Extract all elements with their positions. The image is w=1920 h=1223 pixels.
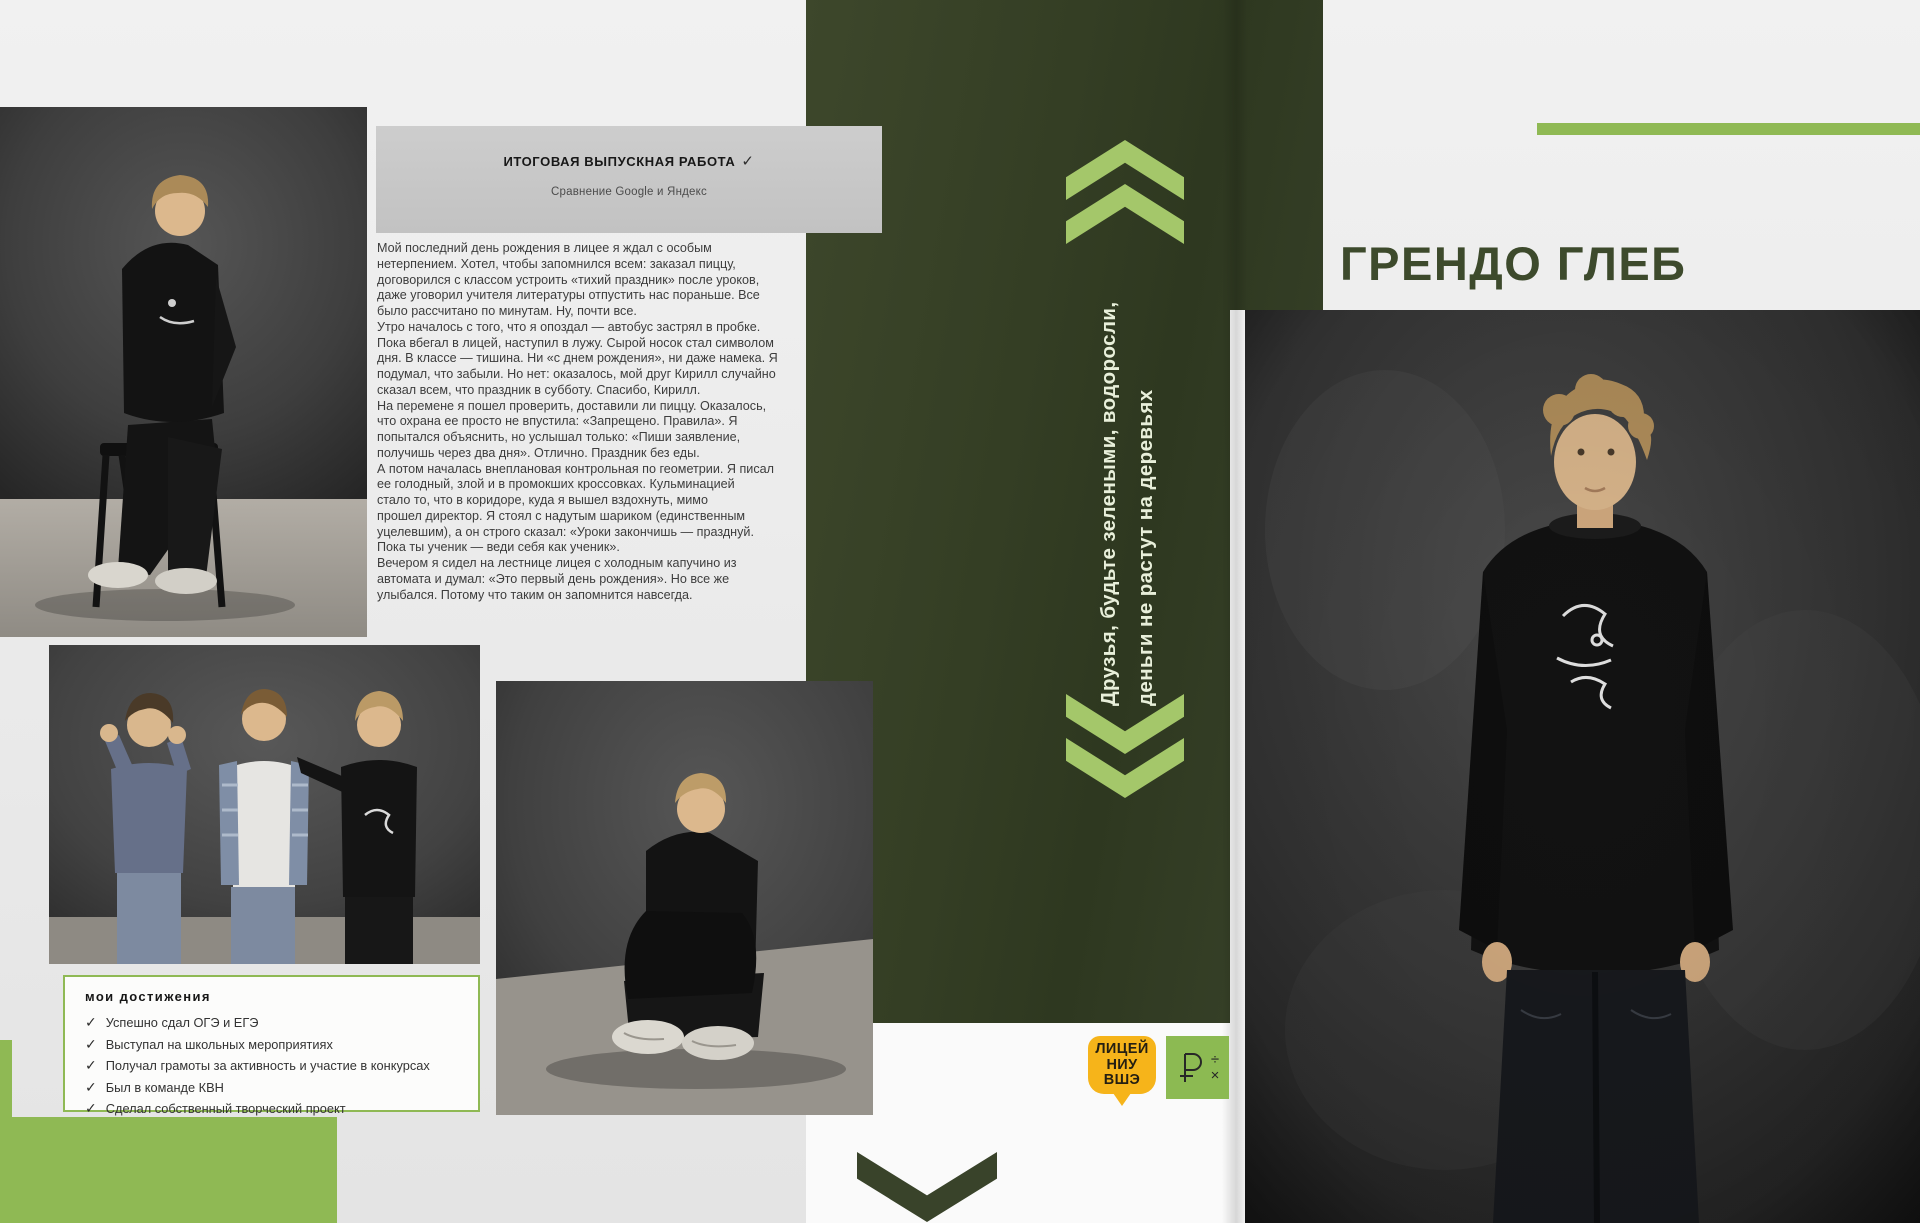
final-project-box <box>376 126 882 233</box>
final-project-title-text: ИТОГОВАЯ ВЫПУСКНАЯ РАБОТА <box>503 154 736 169</box>
story-line: ее голодный, злой и в промокших кроссовках. Кульминацией <box>377 477 735 492</box>
photo-sitting-floor <box>496 681 873 1115</box>
achievements-box <box>63 975 480 1116</box>
divide-icon: ÷ <box>1210 1050 1220 1068</box>
check-icon: ✓ <box>85 1078 97 1095</box>
story-line: улыбался. Потому что таким он запомнится навсегда. <box>377 587 693 602</box>
achievement-item <box>85 1014 478 1031</box>
story-line: автомата и думал: «Это первый день рождения». Но все же <box>377 571 730 586</box>
final-project-title <box>376 152 882 170</box>
story-line: Пока ты ученик — веди себя как ученик». <box>377 540 620 555</box>
story-line: Утро началось с того, что я опоздал — автобус застрял в пробке. <box>377 319 761 334</box>
achievement-item <box>85 1057 478 1074</box>
check-icon: ✓ <box>85 1035 97 1052</box>
spine-quote-line: Друзья, будьте зелеными, водоросли, <box>1097 301 1120 706</box>
achievements-title: мои достижения <box>85 989 211 1004</box>
multiply-icon: × <box>1210 1066 1220 1084</box>
story-line: сказал всем, что праздник в субботу. Спасибо, Кирилл. <box>377 382 701 397</box>
story-line: дня. В классе — тишина. Ни «с днем рождения», ни даже намека. Я <box>377 351 778 366</box>
lyceum-logo-text: ЛИЦЕЙ <box>1095 1041 1149 1057</box>
story-line: Вечером я сидел на лестнице лицея с холодным капучино из <box>377 556 737 570</box>
photo-group <box>49 645 480 964</box>
story-line: А потом началась внеплановая контрольная по геометрии. Я писал <box>377 461 774 476</box>
accent-strip <box>0 1040 12 1117</box>
story-line: нетерпением. Хотел, чтобы запомнился всем: заказал пиццу, <box>377 256 736 271</box>
student-name-title: ГРЕНДО ГЛЕБ <box>1340 237 1687 290</box>
photo-main-portrait <box>1245 310 1920 1223</box>
check-icon: ✓ <box>85 1014 97 1030</box>
ruble-icon <box>1176 1051 1204 1085</box>
achievement-text: Выступал на школьных мероприятиях <box>105 1036 333 1052</box>
lyceum-logo-text: НИУ <box>1106 1056 1138 1073</box>
achievement-text: Успешно сдал ОГЭ и ЕГЭ <box>105 1015 259 1030</box>
story-line: подумал, что забыли. Но нет: оказалось, мой друг Кирилл случайно <box>377 367 776 381</box>
check-icon: ✓ <box>85 1100 97 1116</box>
story-line: было рассчитано по минутам. Ну, почти все. <box>377 304 637 318</box>
story-line: даже уговорил учителя литературы отпустить нас пораньше. Все <box>377 288 760 303</box>
accent-block <box>0 1117 337 1223</box>
story-line: попытался объяснить, но услышал только: «Пиши заявление, <box>377 430 741 444</box>
achievement-item <box>85 1100 478 1117</box>
achievement-text: Получал грамоты за активность и участие в конкурсах <box>105 1058 430 1073</box>
lyceum-logo-text: ВШЭ <box>1103 1072 1141 1088</box>
story-line: Мой последний день рождения в лицее я ждал с особым <box>377 241 712 255</box>
lyceum-logo-tail <box>1113 1093 1131 1106</box>
achievement-text: Был в команде КВН <box>105 1079 224 1095</box>
lyceum-logo <box>1088 1036 1156 1094</box>
story-line: уцелевшим), а он строго сказал: «Уроки закончишь — празднуй. <box>377 524 754 539</box>
math-logo <box>1166 1036 1229 1099</box>
story-line: стало то, что в коридоре, куда я вышел вздохнуть, мимо <box>377 493 708 507</box>
story-line: что охрана ее просто не впустила: «Запрещено. Правила». Я <box>377 414 738 429</box>
check-icon: ✓ <box>85 1057 97 1073</box>
spine-quote <box>1090 226 1164 706</box>
achievement-text: Сделал собственный творческий проект <box>105 1101 346 1116</box>
story-line: Пока вбегал в лицей, наступил в лужу. Сырой носок стал символом <box>377 335 774 350</box>
story-line: договорился с классом устроить «тихий праздник» после уроков, <box>377 272 760 287</box>
story-text <box>377 241 787 603</box>
achievement-item <box>85 1079 478 1096</box>
achievement-item <box>85 1036 478 1053</box>
photo-portrait-stool <box>0 107 367 637</box>
accent-bar <box>1537 123 1920 135</box>
final-project-subtitle: Сравнение Google и Яндекс <box>551 186 707 198</box>
check-icon: ✓ <box>741 153 755 170</box>
story-line: получишь через два дня». Отлично. Праздник без еды. <box>377 445 700 460</box>
story-line: На перемене я пошел проверить, доставили ли пиццу. Оказалось, <box>377 398 767 413</box>
story-line: прошел директор. Я стоял с надутым шариком (единственным <box>377 508 746 523</box>
spine-quote-line: деньги не растут на деревьях <box>1134 389 1157 706</box>
